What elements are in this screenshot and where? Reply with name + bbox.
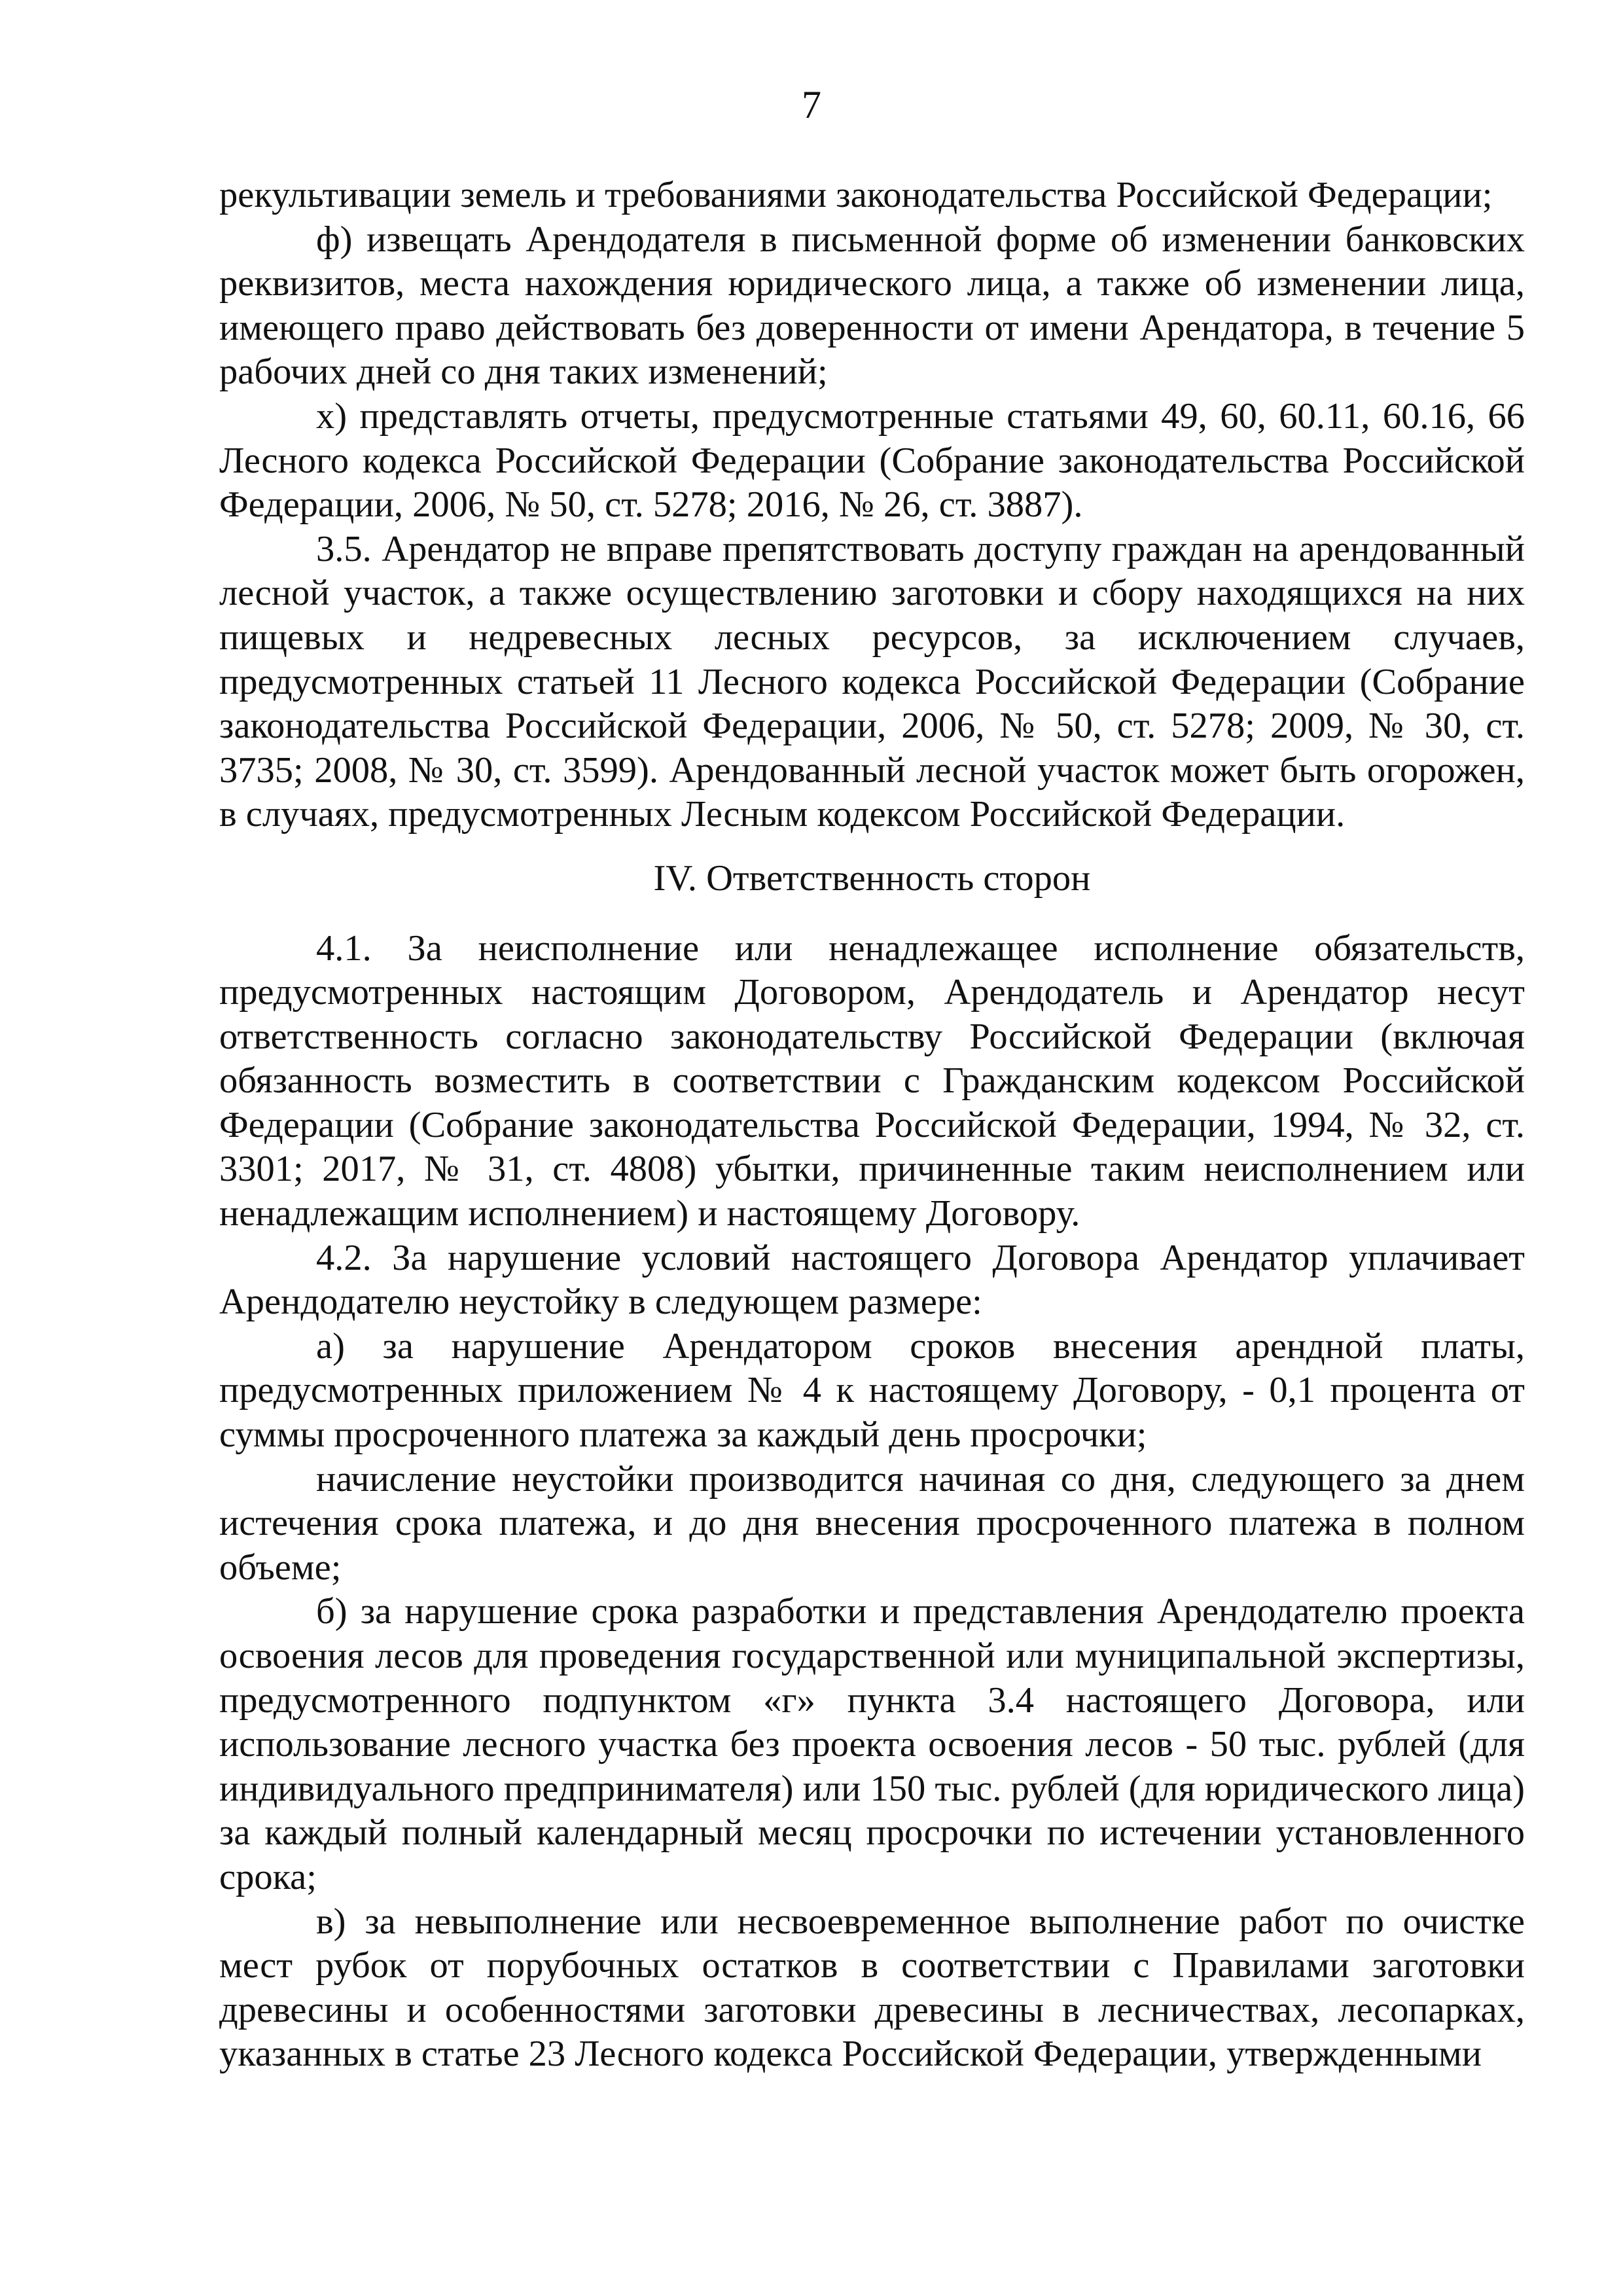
- paragraph-item-b: б) за нарушение срока разработки и представления Арендодателю проекта освоения лесов для проведения государственной или муниципальной экспертизы, предусмотренного подпунктом «г» пункта 3.4 настоящего Договора, или использование лесного участка без проекта освоения лесов - 50 тыс. рублей (для индивидуального предпринимателя) или 150 тыс. рублей (для юридического лица) за каждый полный календарный месяц просрочки по истечении установленного срока;: [219, 1591, 1525, 1897]
- page-number: 7: [802, 83, 821, 126]
- paragraph-penalty-accrual: начисление неустойки производится начиная со дня, следующего за днем истечения срока платежа, и до дня внесения просроченного платежа в полном объеме;: [219, 1458, 1525, 1588]
- paragraph-item-f: ф) извещать Арендодателя в письменной форме об изменении банковских реквизитов, места нахождения юридического лица, а также об изменении лица, имеющего право действовать без доверенности от имени Арендатора, в течение 5 рабочих дней со дня таких изменений;: [219, 219, 1525, 393]
- paragraph-3-5: 3.5. Арендатор не вправе препятствовать доступу граждан на арендованный лесной участок, а также осуществлению заготовки и сбору находящихся на них пищевых и недревесных лесных ресурсов, за исключением случаев, предусмотренных статьей 11 Лесного кодекса Российской Федерации (Собрание законодательства Российской Федерации, 2006, № 50, ст. 5278; 2009, № 30, ст. 3735; 2008, № 30, ст. 3599). Арендованный лесной участок может быть огорожен, в случаях, предусмотренных Лесным кодексом Российской Федерации.: [219, 528, 1525, 835]
- paragraph-item-v: в) за невыполнение или несвоевременное выполнение работ по очистке мест рубок от порубочных остатков в соответствии с Правилами заготовки древесины и особенностями заготовки древесины в лесничествах, лесопарках, указанных в статье 23 Лесного кодекса Российской Федерации, утвержденными: [219, 1901, 1525, 2075]
- paragraph-item-kh: х) представлять отчеты, предусмотренные статьями 49, 60, 60.11, 60.16, 66 Лесного кодекса Российской Федерации (Собрание законодательства Российской Федерации, 2006, № 50, ст. 5278; 2016, № 26, ст. 3887).: [219, 395, 1525, 526]
- paragraph-4-1: 4.1. За неисполнение или ненадлежащее исполнение обязательств, предусмотренных настоящим Договором, Арендодатель и Арендатор несут ответственность согласно законодательству Российской Федерации (включая обязанность возместить в соответствии с Гражданским кодексом Российской Федерации (Собрание законодательства Российской Федерации, 1994, № 32, ст. 3301; 2017, № 31, ст. 4808) убытки, причиненные таким неисполнением или ненадлежащим исполнением) и настоящему Договору.: [219, 927, 1525, 1234]
- paragraph-continuation: рекультивации земель и требованиями законодательства Российской Федерации;: [219, 175, 1493, 215]
- paragraph-item-a: а) за нарушение Арендатором сроков внесения арендной платы, предусмотренных приложением № 4 к настоящему Договору, - 0,1 процента от суммы просроченного платежа за каждый день просрочки;: [219, 1325, 1525, 1456]
- document-body: [219, 173, 1525, 2077]
- section-heading: IV. Ответственность сторон: [653, 857, 1091, 899]
- paragraph-4-2: 4.2. За нарушение условий настоящего Договора Арендатор уплачивает Арендодателю неустойку в следующем размере:: [219, 1237, 1525, 1323]
